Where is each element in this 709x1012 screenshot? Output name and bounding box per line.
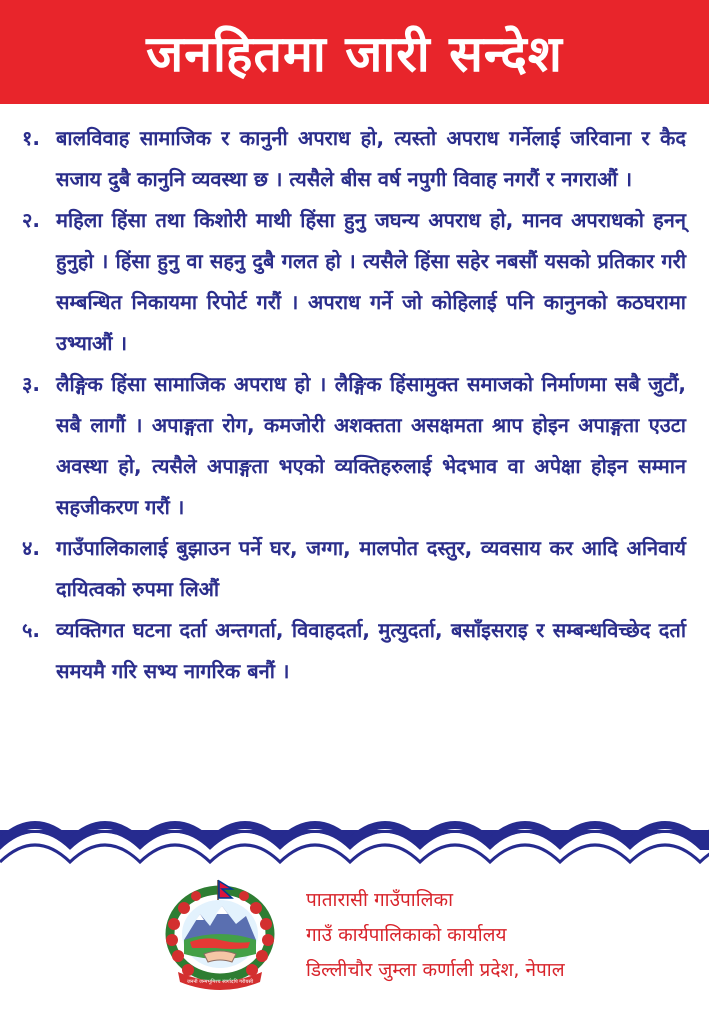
message-number: ४.: [22, 536, 40, 560]
message-number: ५.: [22, 618, 40, 642]
office-line-location: डिल्लीचौर जुम्ला कर्णाली प्रदेश, नेपाल: [306, 959, 565, 981]
message-text: व्यक्तिगत घटना दर्ता अन्तगर्ता, विवाहदर्ता, मुत्युदर्ता, बसाँइसराइ र सम्बन्धविच्छेद दर्ता समयमै गरि सभ्य नागरिक बनौं ।: [56, 618, 686, 683]
message-text: बालविवाह सामाजिक र कानुनी अपराध हो, त्यस्तो अपराध गर्नेलाई जरिवाना र कैद सजाय दुबै कानुनि व्यवस्था छ । त्यसैले बीस वर्ष नपुगी विवाह नगरौं र नगराऔं ।: [56, 126, 686, 191]
message-number: ३.: [22, 372, 40, 396]
message-item-3: [22, 364, 686, 528]
message-number: १.: [22, 126, 40, 150]
emblem-motto: जननी जन्मभूमिश्च स्वर्गादपि गरीयसी: [186, 979, 254, 985]
office-address: [306, 883, 565, 988]
title-banner: [0, 0, 709, 104]
nepal-emblem-icon: [160, 878, 280, 990]
message-item-4: [22, 528, 686, 610]
message-item-2: [22, 200, 686, 364]
message-text: महिला हिंसा तथा किशोरी माथी हिंसा हुनु जघन्य अपराध हो, मानव अपराधको हनन् हुनुहो । हिंसा हुनु वा सहनु दुबै गलत हो । त्यसैले हिंसा सहेर नबसौं यसको प्रतिकार गरी सम्बन्धित निकायमा रिपोर्ट गरौं । अपराध गर्ने जो कोहिलाई पनि कानुनको कठघरामा उभ्याऔं ।: [56, 208, 686, 355]
message-item-1: [22, 118, 686, 200]
office-line-municipality: पातारासी गाउँपालिका: [306, 889, 454, 911]
office-line-executive: गाउँ कार्यपालिकाको कार्यालय: [306, 924, 507, 946]
message-item-5: [22, 610, 686, 692]
message-text: गाउँपालिकालाई बुझाउन पर्ने घर, जग्गा, मालपोत दस्तुर, व्यवसाय कर आदि अनिवार्य दायित्वको रुपमा लिऔं: [56, 536, 686, 601]
page-title: जनहितमा जारी सन्देश: [146, 25, 563, 83]
message-number: २.: [22, 208, 40, 232]
message-list: [22, 118, 686, 692]
message-text: लैङ्गिक हिंसा सामाजिक अपराध हो । लैङ्गिक हिंसामुक्त समाजको निर्माणमा सबै जुटौं, सबै लागौं । अपाङ्गता रोग, कमजोरी अशक्तता असक्षमता श्राप होइन अपाङ्गता एउटा अवस्था हो, त्यसैले अपाङ्गता भएको व्यक्तिहरुलाई भेदभाव वा अपेक्षा होइन सम्मान सहजीकरण गरौं ।: [56, 372, 686, 519]
